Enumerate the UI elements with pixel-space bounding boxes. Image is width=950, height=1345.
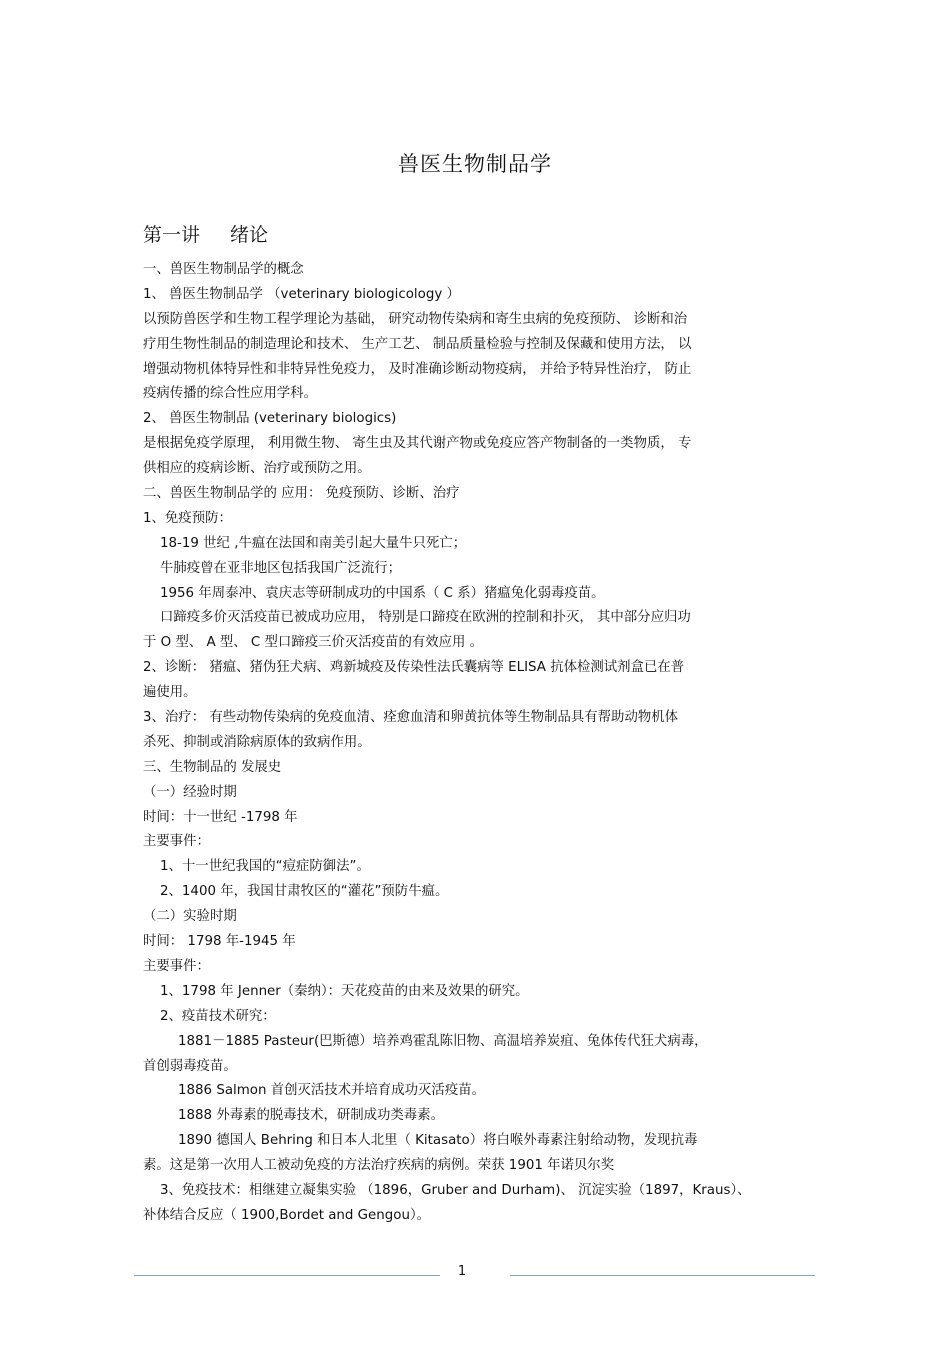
paragraph-line: 疗用生物性制品的制造理论和技术、 生产工艺、 制品质量检验与控制及保藏和使用方法， 以	[143, 336, 692, 352]
lecture-heading	[143, 220, 298, 247]
page-number: 1	[457, 1264, 467, 1279]
paragraph-line: 于 O 型、 A 型、 C 型口蹄疫三价灭活疫苗的有效应用 。	[143, 635, 484, 651]
list-item: 2、疫苗技术研究：	[160, 1008, 276, 1024]
paragraph-line: 以预防兽医学和生物工程学理论为基础， 研究动物传染病和寄生虫病的免疫预防、 诊断和治	[143, 311, 688, 327]
footer-rule-right	[510, 1275, 815, 1276]
paragraph-line: 是根据免疫学原理， 利用微生物、 寄生虫及其代谢产物或免疫应答产物制备的一类物质， 专	[143, 436, 692, 452]
section-heading: 一、兽医生物制品学的概念	[143, 262, 304, 277]
page-footer	[0, 1264, 950, 1288]
list-item: 牛肺疫曾在亚非地区包括我国广泛流行；	[160, 560, 402, 576]
footer-rule-left	[134, 1275, 440, 1276]
paragraph-line: 主要事件：	[143, 958, 210, 974]
list-item: 2、1400 年，我国甘肃牧区的“灌花”预防牛瘟。	[160, 884, 449, 900]
document-body	[143, 258, 809, 1229]
paragraph-line: 疫病传播的综合性应用学科。	[143, 386, 318, 402]
paragraph-line: 口蹄疫多价灭活疫苗已被成功应用， 特别是口蹄疫在欧洲的控制和扑灭， 其中部分应归功	[160, 610, 691, 626]
subsection-heading: 1、免疫预防：	[143, 510, 232, 526]
lecture-number: 第一讲	[143, 224, 201, 246]
subsection-heading: 2、 兽医生物制品 (veterinary biologics)	[143, 411, 397, 427]
paragraph-line: 时间：十一世纪 -1798 年	[143, 809, 298, 825]
paragraph-line: 增强动物机体特异性和非特异性免疫力， 及时准确诊断动物疫病， 并给予特异性治疗， 防止	[143, 361, 692, 377]
list-item: 1890 德国人 Behring 和日本人北里（ Kitasato）将白喉外毒素注射给动物，发现抗毒	[178, 1133, 698, 1149]
list-item: 3、免疫技术：相继建立凝集实验 （1896，Gruber and Durham)、 沉淀实验（1897，Kraus）、	[160, 1182, 751, 1198]
section-heading: 二、兽医生物制品学的 应用： 免疫预防、诊断、治疗	[143, 486, 460, 502]
paragraph-line: 杀死、抑制或消除病原体的致病作用。	[143, 734, 371, 750]
section-heading: 三、生物制品的 发展史	[143, 759, 282, 775]
paragraph-line: 时间： 1798 年-1945 年	[143, 934, 296, 950]
paragraph-line: 遍使用。	[143, 685, 197, 701]
list-item: 1888 外毒素的脱毒技术，研制成功类毒素。	[178, 1108, 444, 1124]
paragraph-line: 素。这是第一次用人工被动免疫的方法治疗疾病的病例。荣获 1901 年诺贝尔奖	[143, 1158, 615, 1174]
paragraph-line: 主要事件：	[143, 834, 210, 850]
subsection-heading: 3、治疗： 有些动物传染病的免疫血清、痊愈血清和卵黄抗体等生物制品具有帮助动物机体	[143, 710, 679, 726]
period-heading: （一）经验时期	[143, 784, 237, 800]
list-item: 1956 年周泰冲、袁庆志等研制成功的中国系（ C 系）猪瘟兔化弱毒疫苗。	[160, 585, 605, 601]
list-item: 18-19 世纪 ,牛瘟在法国和南美引起大量牛只死亡；	[160, 535, 467, 551]
subsection-heading: 2、诊断： 猪瘟、猪伪狂犬病、鸡新城疫及传染性法氏囊病等 ELISA 抗体检测试剂盒已在普	[143, 660, 685, 676]
period-heading: （二）实验时期	[143, 909, 237, 925]
list-item: 1881－1885 Pasteur(巴斯德）培养鸡霍乱陈旧物、高温培养炭疽、兔体传代狂犬病毒，	[178, 1033, 708, 1049]
list-item: 1、1798 年 Jenner（秦纳）：天花疫苗的由来及效果的研究。	[160, 983, 529, 999]
paragraph-line: 补体结合反应（ 1900,Bordet and Gengou）。	[143, 1207, 431, 1223]
list-item: 1886 Salmon 首创灭活技术并培育成功灭活疫苗。	[178, 1083, 485, 1099]
list-item: 1、十一世纪我国的“痘症防御法”。	[160, 859, 370, 875]
lecture-name: 绪论	[230, 224, 269, 246]
document-title: 兽医生物制品学	[398, 152, 552, 176]
paragraph-line: 供相应的疫病诊断、治疗或预防之用。	[143, 461, 371, 477]
paragraph-line: 首创弱毒疫苗。	[143, 1058, 237, 1074]
subsection-heading: 1、 兽医生物制品学 （veterinary biologicology ）	[143, 286, 460, 302]
